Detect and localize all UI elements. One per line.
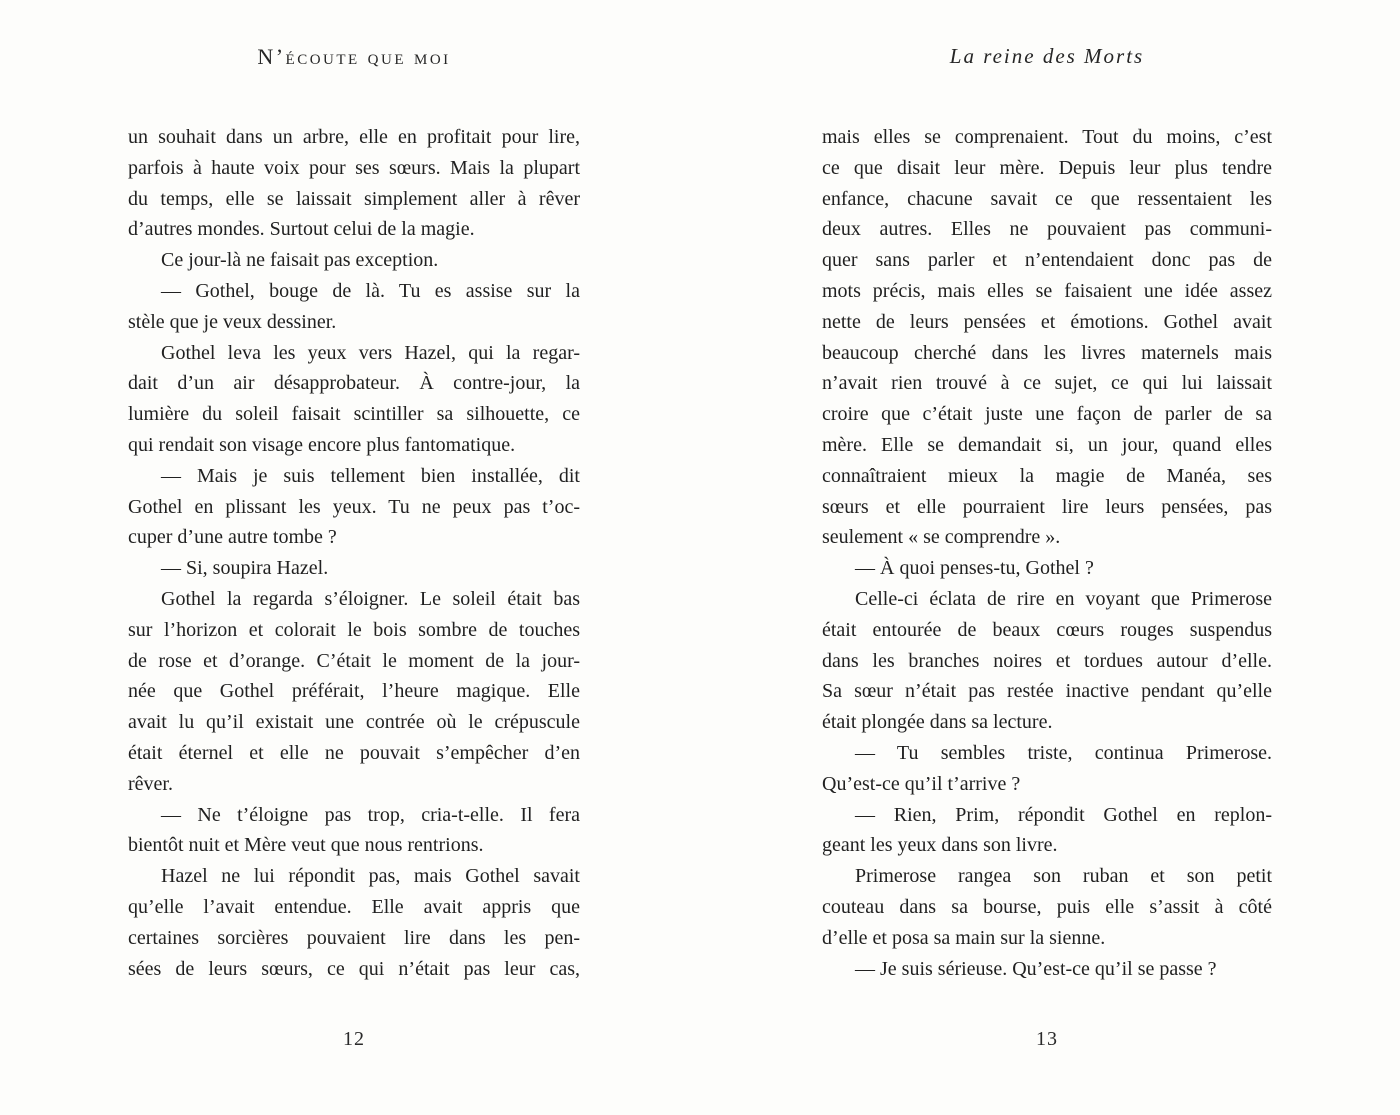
text-line-content: parfois à haute voix pour ses sœurs. Mais la plupart xyxy=(128,156,580,179)
text-line xyxy=(128,184,580,215)
paragraph xyxy=(822,553,1272,584)
text-line-content: cuper d’une autre tombe ? xyxy=(128,526,337,549)
left-page-body xyxy=(128,122,580,984)
text-line-content: Qu’est-ce qu’il t’arrive ? xyxy=(822,772,1021,795)
text-line xyxy=(822,707,1272,738)
paragraph xyxy=(822,800,1272,862)
text-line xyxy=(822,122,1272,153)
text-line-content: avait lu qu’il existait une contrée où le crépuscule xyxy=(128,711,580,734)
text-line xyxy=(128,861,580,892)
text-line-content: était plongée dans sa lecture. xyxy=(822,711,1053,734)
paragraph xyxy=(128,584,580,800)
text-line xyxy=(822,892,1272,923)
text-line-content: de rose et d’orange. C’était le moment de la jour- xyxy=(128,649,580,672)
text-line-content: — Rien, Prim, répondit Gothel en replon- xyxy=(855,803,1272,826)
text-line xyxy=(822,184,1272,215)
text-line xyxy=(822,430,1272,461)
text-line xyxy=(822,923,1272,954)
text-line-content: dait d’un air désapprobateur. À contre-jour, la xyxy=(128,372,580,395)
text-line-content: Gothel en plissant les yeux. Tu ne peux pas t’oc- xyxy=(128,495,580,518)
text-line-content: d’autres mondes. Surtout celui de la magie. xyxy=(128,218,475,241)
text-line-content: sœurs et elle pourraient lire leurs pensées, pas xyxy=(822,495,1272,518)
text-line xyxy=(128,122,580,153)
text-line xyxy=(128,338,580,369)
text-line xyxy=(822,492,1272,523)
text-line-content: enfance, chacune savait ce que ressentaient les xyxy=(822,187,1272,210)
text-line-content: certaines sorcières pouvaient lire dans les pen- xyxy=(128,926,580,949)
paragraph xyxy=(822,584,1272,738)
text-line-content: du temps, elle se laissait simplement aller à rêver xyxy=(128,187,580,210)
text-line xyxy=(822,461,1272,492)
text-line xyxy=(128,153,580,184)
text-line-content: quer sans parler et n’entendaient donc pas de xyxy=(822,249,1272,272)
text-line xyxy=(128,214,580,245)
paragraph xyxy=(128,461,580,553)
text-line xyxy=(128,676,580,707)
paragraph xyxy=(822,122,1272,553)
right-page-number: 13 xyxy=(1036,1028,1058,1050)
text-line xyxy=(822,338,1272,369)
text-line-content: seulement « se comprendre ». xyxy=(822,526,1061,549)
text-line-content: rêver. xyxy=(128,772,173,795)
text-line-content: — Tu sembles triste, continua Primerose. xyxy=(855,741,1272,764)
text-line-content: couteau dans sa bourse, puis elle s’assit à côté xyxy=(822,895,1272,918)
text-line xyxy=(822,861,1272,892)
text-line xyxy=(128,584,580,615)
text-line xyxy=(128,800,580,831)
text-line xyxy=(822,276,1272,307)
text-line xyxy=(128,399,580,430)
paragraph xyxy=(128,276,580,338)
text-line xyxy=(128,276,580,307)
text-line-content: était entourée de beaux cœurs rouges suspendus xyxy=(822,618,1272,641)
text-line xyxy=(128,553,580,584)
left-running-head: N’écoute que moi xyxy=(257,44,451,69)
page-right xyxy=(822,0,1272,1115)
text-line xyxy=(822,553,1272,584)
text-line-content: bientôt nuit et Mère veut que nous rentrions. xyxy=(128,834,484,857)
paragraph xyxy=(128,122,580,245)
text-line-content: Hazel ne lui répondit pas, mais Gothel savait xyxy=(161,865,580,888)
text-line xyxy=(822,245,1272,276)
text-line xyxy=(128,430,580,461)
text-line-content: connaîtraient mieux la magie de Manéa, ses xyxy=(822,464,1272,487)
text-line-content: nette de leurs pensées et émotions. Gothel avait xyxy=(822,310,1272,333)
text-line xyxy=(128,738,580,769)
text-line-content: Ce jour-là ne faisait pas exception. xyxy=(161,249,439,272)
text-line xyxy=(128,368,580,399)
text-line-content: sées de leurs sœurs, ce qui n’était pas leur cas, xyxy=(128,957,580,980)
text-line xyxy=(128,923,580,954)
text-line-content: un souhait dans un arbre, elle en profitait pour lire, xyxy=(128,126,580,148)
text-line-content: sur l’horizon et colorait le bois sombre de touches xyxy=(128,618,580,641)
text-line-content: deux autres. Elles ne pouvaient pas communi- xyxy=(822,218,1272,241)
paragraph xyxy=(822,954,1272,985)
paragraph xyxy=(128,861,580,984)
text-line xyxy=(128,522,580,553)
paragraph xyxy=(128,553,580,584)
text-line xyxy=(128,830,580,861)
text-line xyxy=(128,492,580,523)
text-line-content: Gothel la regarda s’éloigner. Le soleil était bas xyxy=(161,587,580,610)
text-line-content: lumière du soleil faisait scintiller sa silhouette, ce xyxy=(128,403,580,426)
text-line-content: mots précis, mais elles se faisaient une idée assez xyxy=(822,279,1272,302)
text-line xyxy=(822,800,1272,831)
text-line xyxy=(822,522,1272,553)
text-line-content: — Si, soupira Hazel. xyxy=(161,557,329,580)
text-line xyxy=(128,646,580,677)
text-line-content: Primerose rangea son ruban et son petit xyxy=(855,865,1272,888)
text-line-content: — À quoi penses-tu, Gothel ? xyxy=(855,557,1094,580)
text-line-content: qu’elle l’avait entendue. Elle avait appris que xyxy=(128,895,580,918)
text-line xyxy=(822,954,1272,985)
paragraph xyxy=(128,245,580,276)
text-line xyxy=(128,707,580,738)
text-line-content: d’elle et posa sa main sur la sienne. xyxy=(822,926,1106,949)
text-line-content: beaucoup cherché dans les livres maternels mais xyxy=(822,341,1272,364)
text-line-content: ce que disait leur mère. Depuis leur plus tendre xyxy=(822,156,1272,179)
text-line-content: qui rendait son visage encore plus fantomatique. xyxy=(128,433,516,456)
paragraph xyxy=(128,338,580,461)
text-line xyxy=(822,769,1272,800)
text-line xyxy=(822,738,1272,769)
text-line xyxy=(128,307,580,338)
text-line xyxy=(822,214,1272,245)
paragraph xyxy=(822,738,1272,800)
text-line xyxy=(822,153,1272,184)
text-line xyxy=(822,830,1272,861)
right-page-body xyxy=(822,122,1272,984)
text-line-content: Sa sœur n’était pas restée inactive pendant qu’elle xyxy=(822,680,1272,703)
text-line-content: — Mais je suis tellement bien installée, dit xyxy=(161,464,580,487)
text-line xyxy=(822,307,1272,338)
text-line-content: mère. Elle se demandait si, un jour, quand elles xyxy=(822,433,1272,456)
text-line xyxy=(128,769,580,800)
text-line xyxy=(128,615,580,646)
text-line xyxy=(822,615,1272,646)
text-line xyxy=(128,461,580,492)
paragraph xyxy=(128,800,580,862)
text-line-content: n’avait rien trouvé à ce sujet, ce qui lui laissait xyxy=(822,372,1272,395)
text-line-content: stèle que je veux dessiner. xyxy=(128,310,337,333)
right-running-head: La reine des Morts xyxy=(949,44,1145,68)
text-line-content: née que Gothel préférait, l’heure magique. Elle xyxy=(128,680,580,703)
text-line-content: Gothel leva les yeux vers Hazel, qui la regar- xyxy=(161,341,580,364)
text-line-content: — Gothel, bouge de là. Tu es assise sur la xyxy=(161,279,580,302)
paragraph xyxy=(822,861,1272,953)
text-line-content: mais elles se comprenaient. Tout du moins, c’est xyxy=(822,126,1272,148)
text-line-content: geant les yeux dans son livre. xyxy=(822,834,1058,857)
text-line-content: — Ne t’éloigne pas trop, cria-t-elle. Il fera xyxy=(161,803,580,826)
text-line xyxy=(822,368,1272,399)
text-line xyxy=(822,584,1272,615)
text-line xyxy=(822,646,1272,677)
text-line-content: était éternel et elle ne pouvait s’empêcher d’en xyxy=(128,741,580,764)
text-line xyxy=(128,892,580,923)
text-line-content: Celle-ci éclata de rire en voyant que Primerose xyxy=(855,587,1272,610)
page-left xyxy=(128,0,580,1115)
text-line xyxy=(128,245,580,276)
text-line xyxy=(822,676,1272,707)
text-line xyxy=(822,399,1272,430)
text-line-content: dans les branches noires et tordues autour d’elle. xyxy=(822,649,1272,672)
text-line-content: — Je suis sérieuse. Qu’est-ce qu’il se passe ? xyxy=(855,957,1217,980)
text-line xyxy=(128,954,580,985)
left-page-number: 12 xyxy=(343,1028,365,1050)
text-line-content: croire que c’était juste une façon de parler de sa xyxy=(822,403,1272,426)
